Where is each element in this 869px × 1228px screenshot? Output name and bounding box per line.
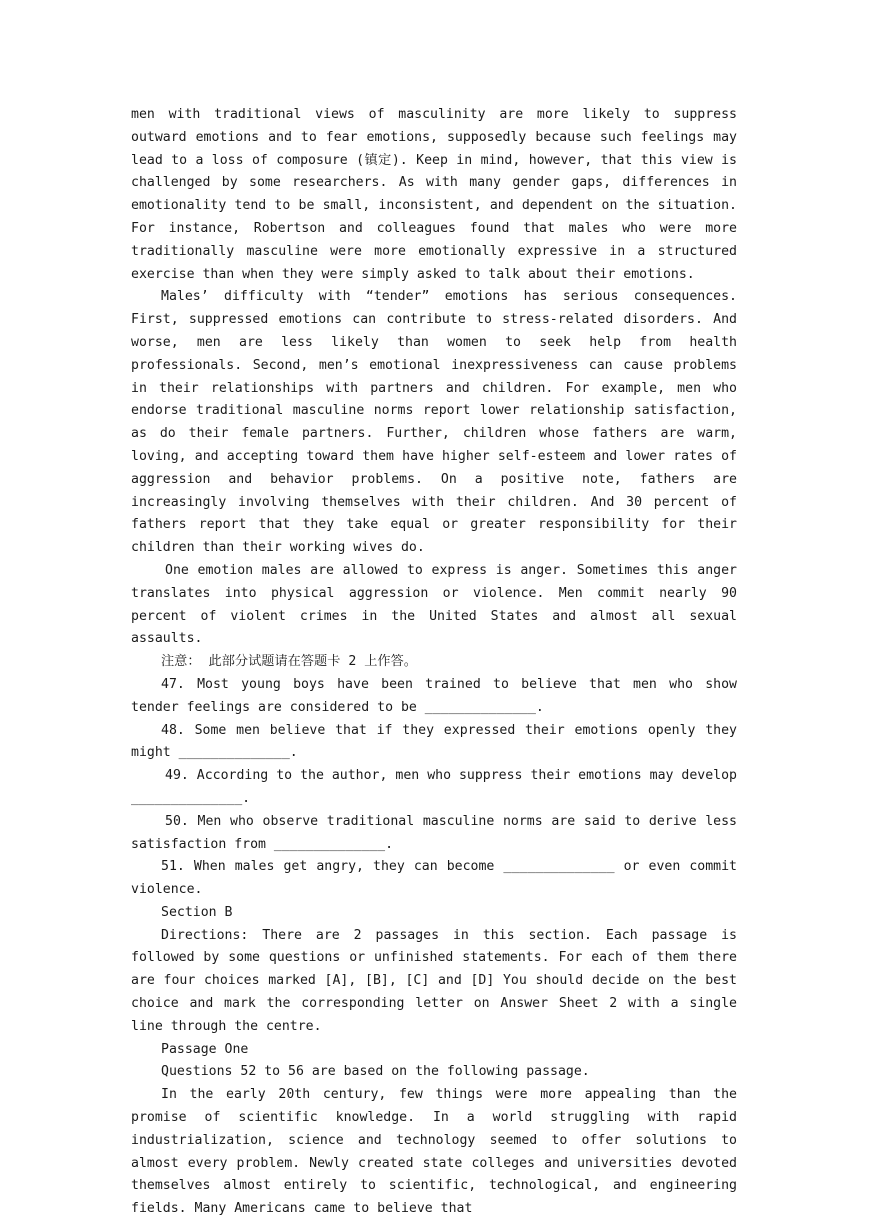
paragraph-emotion-suppression: men with traditional views of masculinity are more likely to suppress outward emotions and to fear emotions, supposedly because such feelings may lead to a loss of composure (镇定). Keep in mind, however, that this view is challenged by some researchers. As with many gender gaps, differences in emotionality tend to be small, inconsistent, and dependent on the situation. For instance, Robertson and colleagues found that males who were more traditionally masculine were more emotionally expressive in a structured exercise than when they were simply asked to talk about their emotions. xyxy=(131,107,737,282)
paragraph-anger: One emotion males are allowed to express is anger. Sometimes this anger translates into physical aggression or violence. Men commit nearly 90 percent of violent crimes in the United States and almost all sexual assaults. xyxy=(131,562,737,647)
passage-one-title: Passage One xyxy=(161,1041,249,1057)
passage-one-intro: Questions 52 to 56 are based on the following passage. xyxy=(161,1064,590,1080)
passage-one-text: In the early 20th century, few things were more appealing than the promise of scientific knowledge. In a world struggling with rapid industrialization, science and technology seemed to offer solutions to almost every problem. Newly created state colleges and universities devoted themselves almost entirely to scientific, technological, and engineering fields. Many Americans came to believe that xyxy=(131,1087,737,1217)
question-51: 51. When males get angry, they can become ______________ or even commit violence. xyxy=(131,859,737,898)
question-47: 47. Most young boys have been trained to believe that men who show tender feelings are considered to be ______________. xyxy=(131,676,737,715)
question-50: 50. Men who observe traditional masculine norms are said to derive less satisfaction from ______________. xyxy=(131,813,737,852)
answer-sheet-note: 注意： 此部分试题请在答题卡 2 上作答。 xyxy=(161,654,417,670)
exam-page xyxy=(131,104,737,1221)
question-48: 48. Some men believe that if they expressed their emotions openly they might ______________. xyxy=(131,722,737,761)
section-b-heading: Section B xyxy=(161,904,233,920)
question-49: 49. According to the author, men who suppress their emotions may develop ______________. xyxy=(131,768,737,806)
section-b-directions: Directions: There are 2 passages in this section. Each passage is followed by some questions or unfinished statements. For each of them there are four choices marked [A], [B], [C] and [D] You should decide on the best choice and mark the corresponding letter on Answer Sheet 2 with a single line through the centre. xyxy=(131,927,737,1034)
paragraph-consequences: Males’ difficulty with “tender” emotions has serious consequences. First, suppressed emotions can contribute to stress-related disorders. And worse, men are less likely than women to seek help from health professionals. Second, men’s emotional inexpressiveness can cause problems in their relationships with partners and children. For example, men who endorse traditional masculine norms report lower relationship satisfaction, as do their female partners. Further, children whose fathers are warm, loving, and accepting toward them have higher self-esteem and lower rates of aggression and behavior problems. On a positive note, fathers are increasingly involving themselves with their children. And 30 percent of fathers report that they take equal or greater responsibility for their children than their working wives do. xyxy=(131,289,737,556)
